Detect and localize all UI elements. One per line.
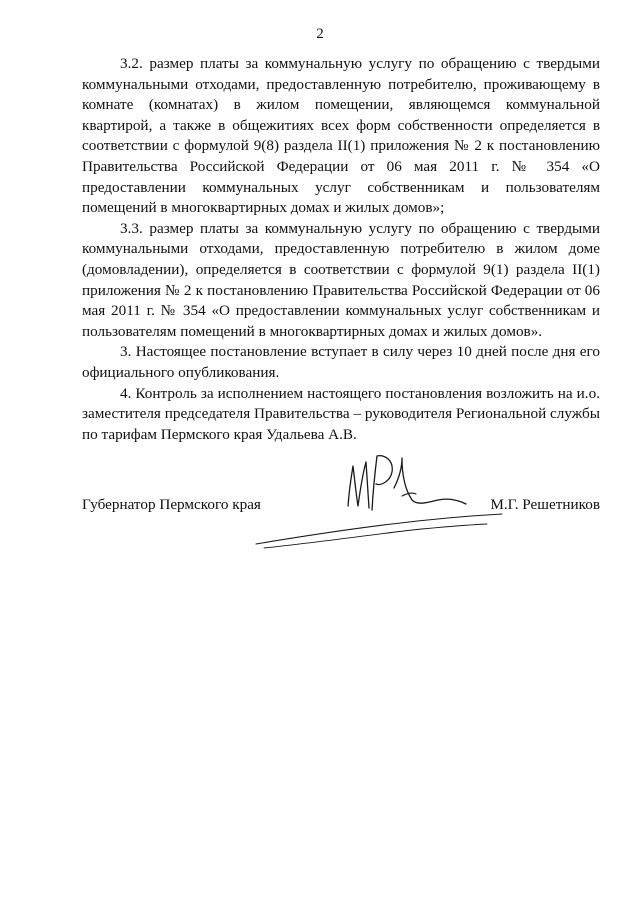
paragraph-3-effective-date: 3. Настоящее постановление вступает в силу через 10 дней после дня его официального опубликования.: [82, 343, 600, 381]
signatory-name: М.Г. Решетников: [490, 496, 600, 513]
document-body: [82, 54, 600, 445]
paragraph-3-3: 3.3. размер платы за коммунальную услугу по обращению с твердыми коммунальными отходами, предоставленную потребителю в жилом доме (домовладении), определяется в соответствии с формулой 9(1) раздела II(1) приложения № 2 к постановлению Правительства Российской Федерации от 06 мая 2011 г. № 354 «О предоставлении коммунальных услуг собственникам и пользователям помещений в многоквартирных домах и жилых домов».: [82, 219, 600, 340]
paragraph-3-2: 3.2. размер платы за коммунальную услугу по обращению с твердыми коммунальными отходами, предоставленную потребителю, проживающему в комнате (комнатах) в жилом помещении, являющемся коммунальной квартирой, а также в общежитиях всех форм собственности определяется в соответствии с формулой 9(8) раздела II(1) приложения № 2 к постановлению Правительства Российской Федерации от 06 мая 2011 г. № 354 «О предоставлении коммунальных услуг собственникам и пользователям помещений в многоквартирных домах и жилых домов»;: [82, 55, 600, 217]
paragraph-4-control: 4. Контроль за исполнением настоящего постановления возложить на и.о. заместителя председателя Правительства – руководителя Региональной службы по тарифам Пермского края Удальева А.В.: [82, 384, 600, 443]
signatory-title: Губернатор Пермского края: [82, 496, 261, 513]
signature-block: [82, 496, 600, 520]
page-number: 2: [316, 26, 324, 42]
